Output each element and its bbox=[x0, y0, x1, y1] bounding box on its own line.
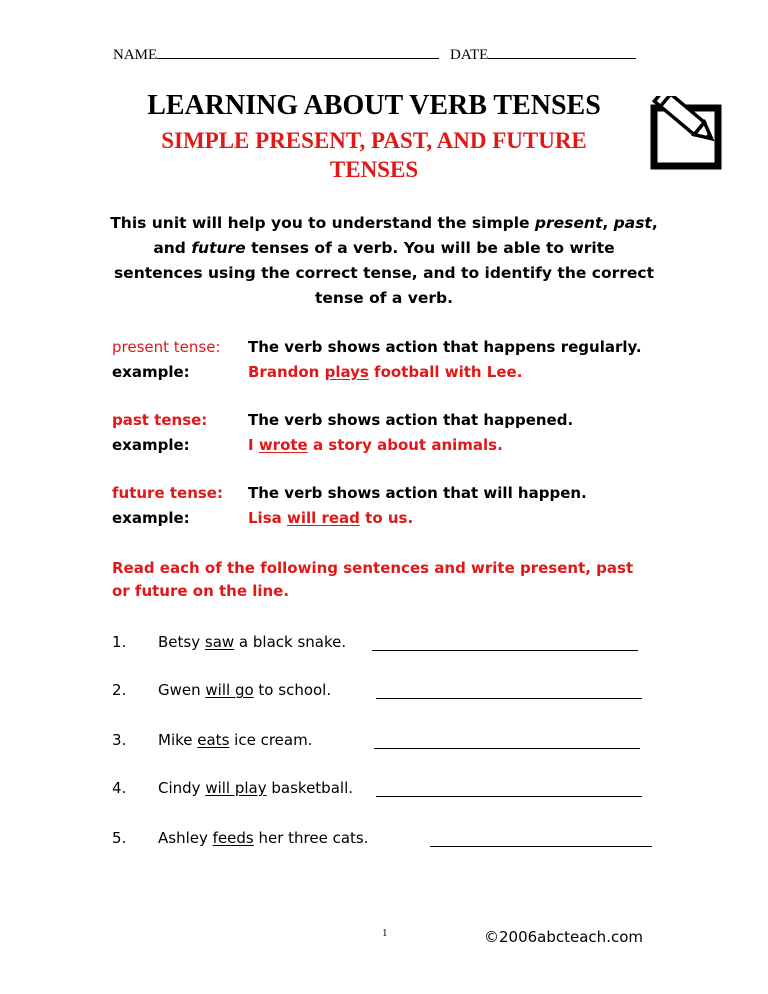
question-verb: feeds bbox=[212, 829, 254, 847]
term-label: present tense: bbox=[112, 338, 221, 356]
intro-line-3: sentences using the correct tense, and to identify the correct bbox=[113, 264, 655, 282]
name-blank-line[interactable] bbox=[157, 58, 439, 59]
question-number: 3. bbox=[112, 731, 127, 749]
date-label: DATE bbox=[450, 47, 489, 63]
page-subtitle-line1: SIMPLE PRESENT, PAST, AND FUTURE bbox=[161, 128, 587, 153]
definition-text: The verb shows action that happens regularly. bbox=[248, 338, 642, 356]
term-label: past tense: bbox=[112, 411, 208, 429]
pencil-paper-icon bbox=[650, 96, 736, 170]
copyright-text: ©2006abcteach.com bbox=[484, 928, 643, 946]
example-sentence: I wrote a story about animals. bbox=[248, 436, 503, 454]
question-number: 2. bbox=[112, 681, 127, 699]
question-verb: will go bbox=[205, 681, 254, 699]
question-number: 1. bbox=[112, 633, 127, 651]
intro-line-2: and future tenses of a verb. You will be able to write bbox=[153, 239, 615, 257]
name-label: NAME bbox=[113, 47, 158, 63]
example-verb: plays bbox=[324, 363, 369, 381]
answer-line[interactable] bbox=[376, 796, 642, 797]
question-number: 4. bbox=[112, 779, 127, 797]
page-title: LEARNING ABOUT VERB TENSES bbox=[147, 90, 601, 121]
answer-line[interactable] bbox=[430, 846, 652, 847]
example-sentence: Lisa will read to us. bbox=[248, 509, 414, 527]
intro-line-1: This unit will help you to understand the simple present, past, bbox=[110, 214, 658, 232]
example-label: example: bbox=[112, 363, 190, 381]
definition-text: The verb shows action that will happen. bbox=[248, 484, 587, 502]
answer-line[interactable] bbox=[376, 698, 642, 699]
example-label: example: bbox=[112, 509, 190, 527]
example-verb: will read bbox=[286, 509, 360, 527]
example-sentence: Brandon plays football with Lee. bbox=[248, 363, 523, 381]
example-verb: wrote bbox=[258, 436, 308, 454]
question-number: 5. bbox=[112, 829, 127, 847]
example-label: example: bbox=[112, 436, 190, 454]
answer-line[interactable] bbox=[372, 650, 638, 651]
answer-line[interactable] bbox=[374, 748, 640, 749]
instructions-line-2: or future on the line. bbox=[112, 582, 290, 600]
question-verb: eats bbox=[197, 731, 230, 749]
term-label: future tense: bbox=[112, 484, 223, 502]
date-blank-line[interactable] bbox=[488, 58, 636, 59]
page-subtitle-line2: TENSES bbox=[329, 157, 419, 182]
question-verb: will play bbox=[205, 779, 267, 797]
question-sentence: Betsy saw a black snake. bbox=[158, 633, 347, 651]
question-sentence: Cindy will play basketball. bbox=[158, 779, 353, 797]
question-sentence: Mike eats ice cream. bbox=[158, 731, 313, 749]
definition-text: The verb shows action that happened. bbox=[248, 411, 574, 429]
question-sentence: Gwen will go to school. bbox=[158, 681, 332, 699]
intro-line-4: tense of a verb. bbox=[315, 289, 453, 307]
date-label-row bbox=[450, 47, 636, 64]
question-sentence: Ashley feeds her three cats. bbox=[158, 829, 369, 847]
instructions-line-1: Read each of the following sentences and write present, past bbox=[112, 559, 634, 577]
page-number: 1 bbox=[382, 927, 388, 939]
question-verb: saw bbox=[204, 633, 235, 651]
name-label-row bbox=[113, 47, 439, 64]
